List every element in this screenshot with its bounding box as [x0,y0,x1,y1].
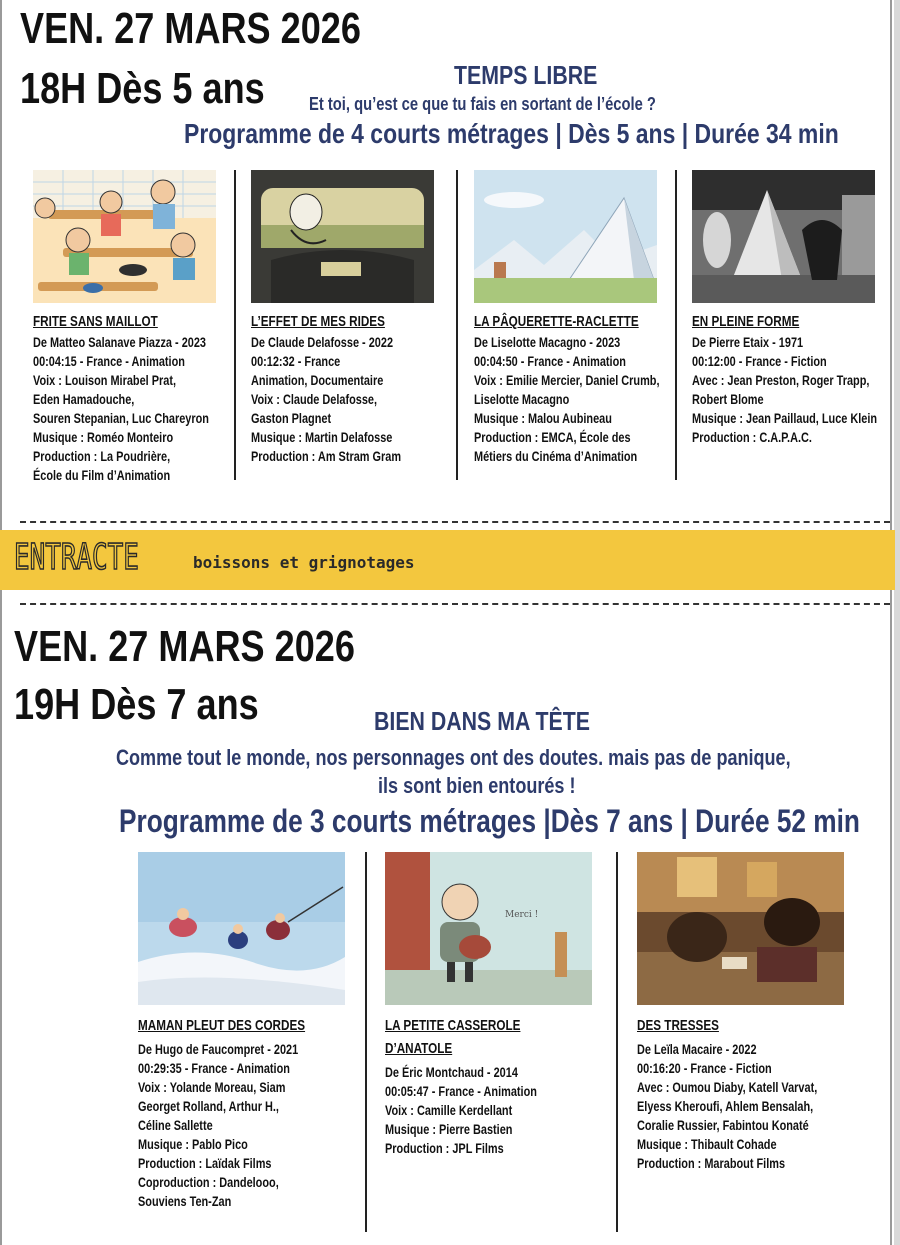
column-divider [616,852,618,1232]
film-credit-line: De Claude Delafosse - 2022 [251,334,394,350]
film-title: EN PLEINE FORME [692,313,800,330]
film-credit-line: Production : JPL Films [385,1140,504,1156]
film-thumbnail-maman-pleut-des-cordes [138,852,345,1005]
film-credit-line: De Leïla Macaire - 2022 [637,1041,757,1057]
film-credit-line: Voix : Louison Mirabel Prat, [33,372,176,388]
film-thumbnail-frite-sans-maillot [33,170,216,303]
dashed-divider [20,603,890,605]
session2-time-age: 19H Dès 7 ans [14,680,259,729]
film-credit-line: Liselotte Macagno [474,391,570,407]
film-credit-line: Musique : Malou Aubineau [474,410,612,426]
film-credit-line: Souviens Ten-Zan [138,1193,232,1209]
thumb-sign-text: Merci ! [505,910,539,920]
film-credit-line: Production : Laïdak Films [138,1155,272,1171]
dashed-divider [20,521,890,523]
film-title: L’EFFET DE MES RIDES [251,313,385,330]
session1-program-tagline: Et toi, qu’est ce que tu fais en sortant de l’école ? [309,94,656,114]
film-thumbnail-paquerette-raclette [474,170,657,303]
film-credit-line: Coralie Russier, Fabintou Konaté [637,1117,809,1133]
film-credit-line: 00:16:20 - France - Fiction [637,1060,772,1076]
film-credit-line: Animation, Documentaire [251,372,384,388]
page-border-right [890,0,892,1245]
entracte-note: boissons et grignotages [193,553,415,572]
session2-program-tagline: Comme tout le monde, nos personnages ont des doutes. mais pas de panique, [116,745,791,770]
film-credit-line: Voix : Yolande Moreau, Siam [138,1079,286,1095]
film-credits [637,1040,817,1173]
film-credit-line: Production : C.A.P.A.C. [692,429,812,445]
film-credit-line: Musique : Pierre Bastien [385,1121,513,1137]
film-thumbnail-en-pleine-forme [692,170,875,303]
film-credit-line: De Matteo Salanave Piazza - 2023 [33,334,206,350]
film-credits [33,333,209,485]
film-title: MAMAN PLEUT DES CORDES [138,1017,306,1034]
column-divider [234,170,236,480]
film-credits [474,333,660,466]
film-credits [138,1040,298,1211]
film-credit-line: Céline Sallette [138,1117,213,1133]
session2-date: VEN. 27 MARS 2026 [14,622,355,671]
film-credit-line: 00:05:47 - France - Animation [385,1083,537,1099]
column-divider [456,170,458,480]
session1-date: VEN. 27 MARS 2026 [20,4,361,53]
film-credit-line: 00:12:00 - France - Fiction [692,353,827,369]
film-title: DES TRESSES [637,1017,719,1034]
film-credit-line: Musique : Pablo Pico [138,1136,248,1152]
film-title: FRITE SANS MAILLOT [33,313,158,330]
film-credit-line: Musique : Martin Delafosse [251,429,393,445]
film-credit-line: Musique : Jean Paillaud, Luce Klein [692,410,878,426]
film-credit-line: 00:04:50 - France - Animation [474,353,626,369]
film-credit-line: Elyess Kheroufi, Ahlem Bensalah, [637,1098,814,1114]
column-divider [675,170,677,480]
page-margin-right [894,0,900,1245]
film-credit-line: Gaston Plagnet [251,410,332,426]
film-credit-line: Production : EMCA, École des [474,429,631,445]
film-credit-line: De Liselotte Macagno - 2023 [474,334,621,350]
film-credit-line: Musique : Thibault Cohade [637,1136,777,1152]
column-divider [365,852,367,1232]
film-credit-line: 00:12:32 - France [251,353,341,369]
page-border-left [0,0,2,1245]
film-thumbnail-des-tresses [637,852,844,1005]
film-credit-line: Avec : Oumou Diaby, Katell Varvat, [637,1079,818,1095]
film-credit-line: 00:04:15 - France - Animation [33,353,185,369]
session2-program-title: BIEN DANS MA TÊTE [374,706,590,736]
film-title: LA PETITE CASSEROLE [385,1017,521,1034]
film-thumbnail-effet-de-mes-rides [251,170,434,303]
film-credit-line: Production : Marabout Films [637,1155,786,1171]
entracte-label: ENTRACTE [14,537,139,578]
film-credit-line: Coproduction : Dandelooo, [138,1174,279,1190]
film-thumbnail-petite-casserole [385,852,592,1005]
film-credit-line: Robert Blome [692,391,764,407]
film-credit-line: Voix : Camille Kerdellant [385,1102,513,1118]
film-credit-line: Production : La Poudrière, [33,448,171,464]
film-credits [385,1063,537,1158]
film-credit-line: Voix : Claude Delafosse, [251,391,378,407]
film-credit-line: De Hugo de Faucompret - 2021 [138,1041,299,1057]
film-credit-line: Production : Am Stram Gram [251,448,402,464]
film-credits [251,333,401,466]
session1-program-title: TEMPS LIBRE [454,60,598,90]
film-credit-line: De Pierre Etaix - 1971 [692,334,804,350]
film-credit-line: Métiers du Cinéma d’Animation [474,448,638,464]
film-credit-line: Musique : Roméo Monteiro [33,429,174,445]
session2-program-info: Programme de 3 courts métrages |Dès 7 ans | Durée 52 min [119,803,860,839]
film-title: LA PÂQUERETTE-RACLETTE [474,313,639,330]
film-credit-line: Souren Stepanian, Luc Chareyron [33,410,209,426]
film-credit-line: Eden Hamadouche, [33,391,135,407]
film-credit-line: Georget Rolland, Arthur H., [138,1098,279,1114]
film-credit-line: Avec : Jean Preston, Roger Trapp, [692,372,870,388]
session2-program-tagline-continued: ils sont bien entourés ! [378,773,576,798]
film-credit-line: École du Film d’Animation [33,467,171,483]
film-credit-line: 00:29:35 - France - Animation [138,1060,290,1076]
film-title-continued: D’ANATOLE [385,1040,453,1057]
film-credit-line: Voix : Emilie Mercier, Daniel Crumb, [474,372,660,388]
film-credit-line: De Éric Montchaud - 2014 [385,1064,518,1080]
film-credits [692,333,877,447]
session1-time-age: 18H Dès 5 ans [20,64,265,113]
session1-program-info: Programme de 4 courts métrages | Dès 5 ans | Durée 34 min [184,118,839,149]
